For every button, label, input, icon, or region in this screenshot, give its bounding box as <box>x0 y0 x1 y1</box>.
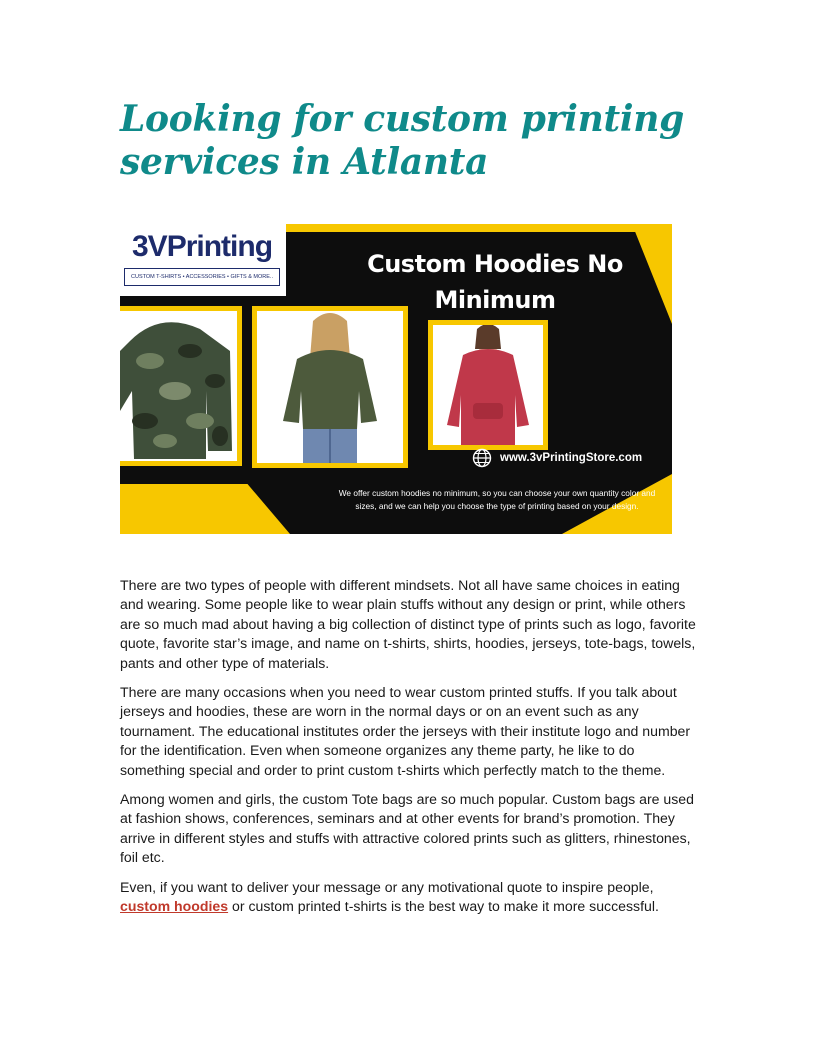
banner-tagline: We offer custom hoodies no minimum, so you can choose your own quantity color and sizes, and we can help you choose the type of printing based on your design. <box>338 488 656 511</box>
page-title-line-2: services in Atlanta <box>120 141 489 183</box>
globe-icon <box>472 448 492 468</box>
brand-logo-text: 3VPrinting <box>132 230 273 263</box>
paragraph-2: There are many occasions when you need to wear custom printed stuffs. If you talk about jerseys and hoodies, these are worn in the normal days or on an event such as any tournament. The educational institutes order the jerseys with their institute logo and number for the identification. Even when someone organizes any theme party, he like to do something special and order to print custom t-shirts which perfectly match to the theme. <box>120 684 691 778</box>
green-hoodie-illustration <box>257 311 403 463</box>
promo-banner-image <box>120 224 672 534</box>
banner-headline-line-2: Minimum <box>434 286 556 314</box>
paragraph-4-before: Even, if you want to deliver your message or any motivational quote to inspire people, <box>120 878 654 895</box>
brand-logo-tagline: CUSTOM T-SHIRTS • ACCESSORIES • GIFTS & MORE.. <box>124 268 280 286</box>
camo-hoodie-illustration <box>120 311 237 461</box>
paragraph-1: There are two types of people with different mindsets. Not all have same choices in eating and wearing. Some people like to wear plain stuffs without any design or print, while others are so much mad about having a big collection of distinct type of prints such as logo, favorite quote, favorite star’s image, and name on t-shirts, shirts, hoodies, jerseys, tote-bags, towels, pants and other type of materials. <box>120 577 696 671</box>
green-hoodie-photo <box>252 306 408 468</box>
brand-logo <box>120 224 286 296</box>
red-hoodie-illustration <box>433 325 543 445</box>
custom-hoodies-link[interactable]: custom hoodies <box>120 898 229 915</box>
store-url <box>472 448 642 468</box>
banner-headline-line-1: Custom Hoodies No <box>367 250 623 278</box>
red-hoodie-photo <box>428 320 548 450</box>
article-body <box>120 576 700 927</box>
banner-corner-bottom-left <box>120 484 290 534</box>
camo-hoodie-photo <box>120 306 242 466</box>
store-url-text: www.3vPrintingStore.com <box>500 452 643 464</box>
page-title-line-1: Looking for custom printing <box>120 98 684 140</box>
paragraph-4-after: or custom printed t-shirts is the best way to make it more successful. <box>228 898 659 915</box>
page-title <box>120 98 720 184</box>
paragraph-4 <box>120 878 700 917</box>
paragraph-3: Among women and girls, the custom Tote bags are so much popular. Custom bags are used at fashion shows, conferences, seminars and at other events for brand’s promotion. They arrive in different styles and stuffs with attractive colored prints such as glitters, rhinestones, foil etc. <box>120 791 694 866</box>
